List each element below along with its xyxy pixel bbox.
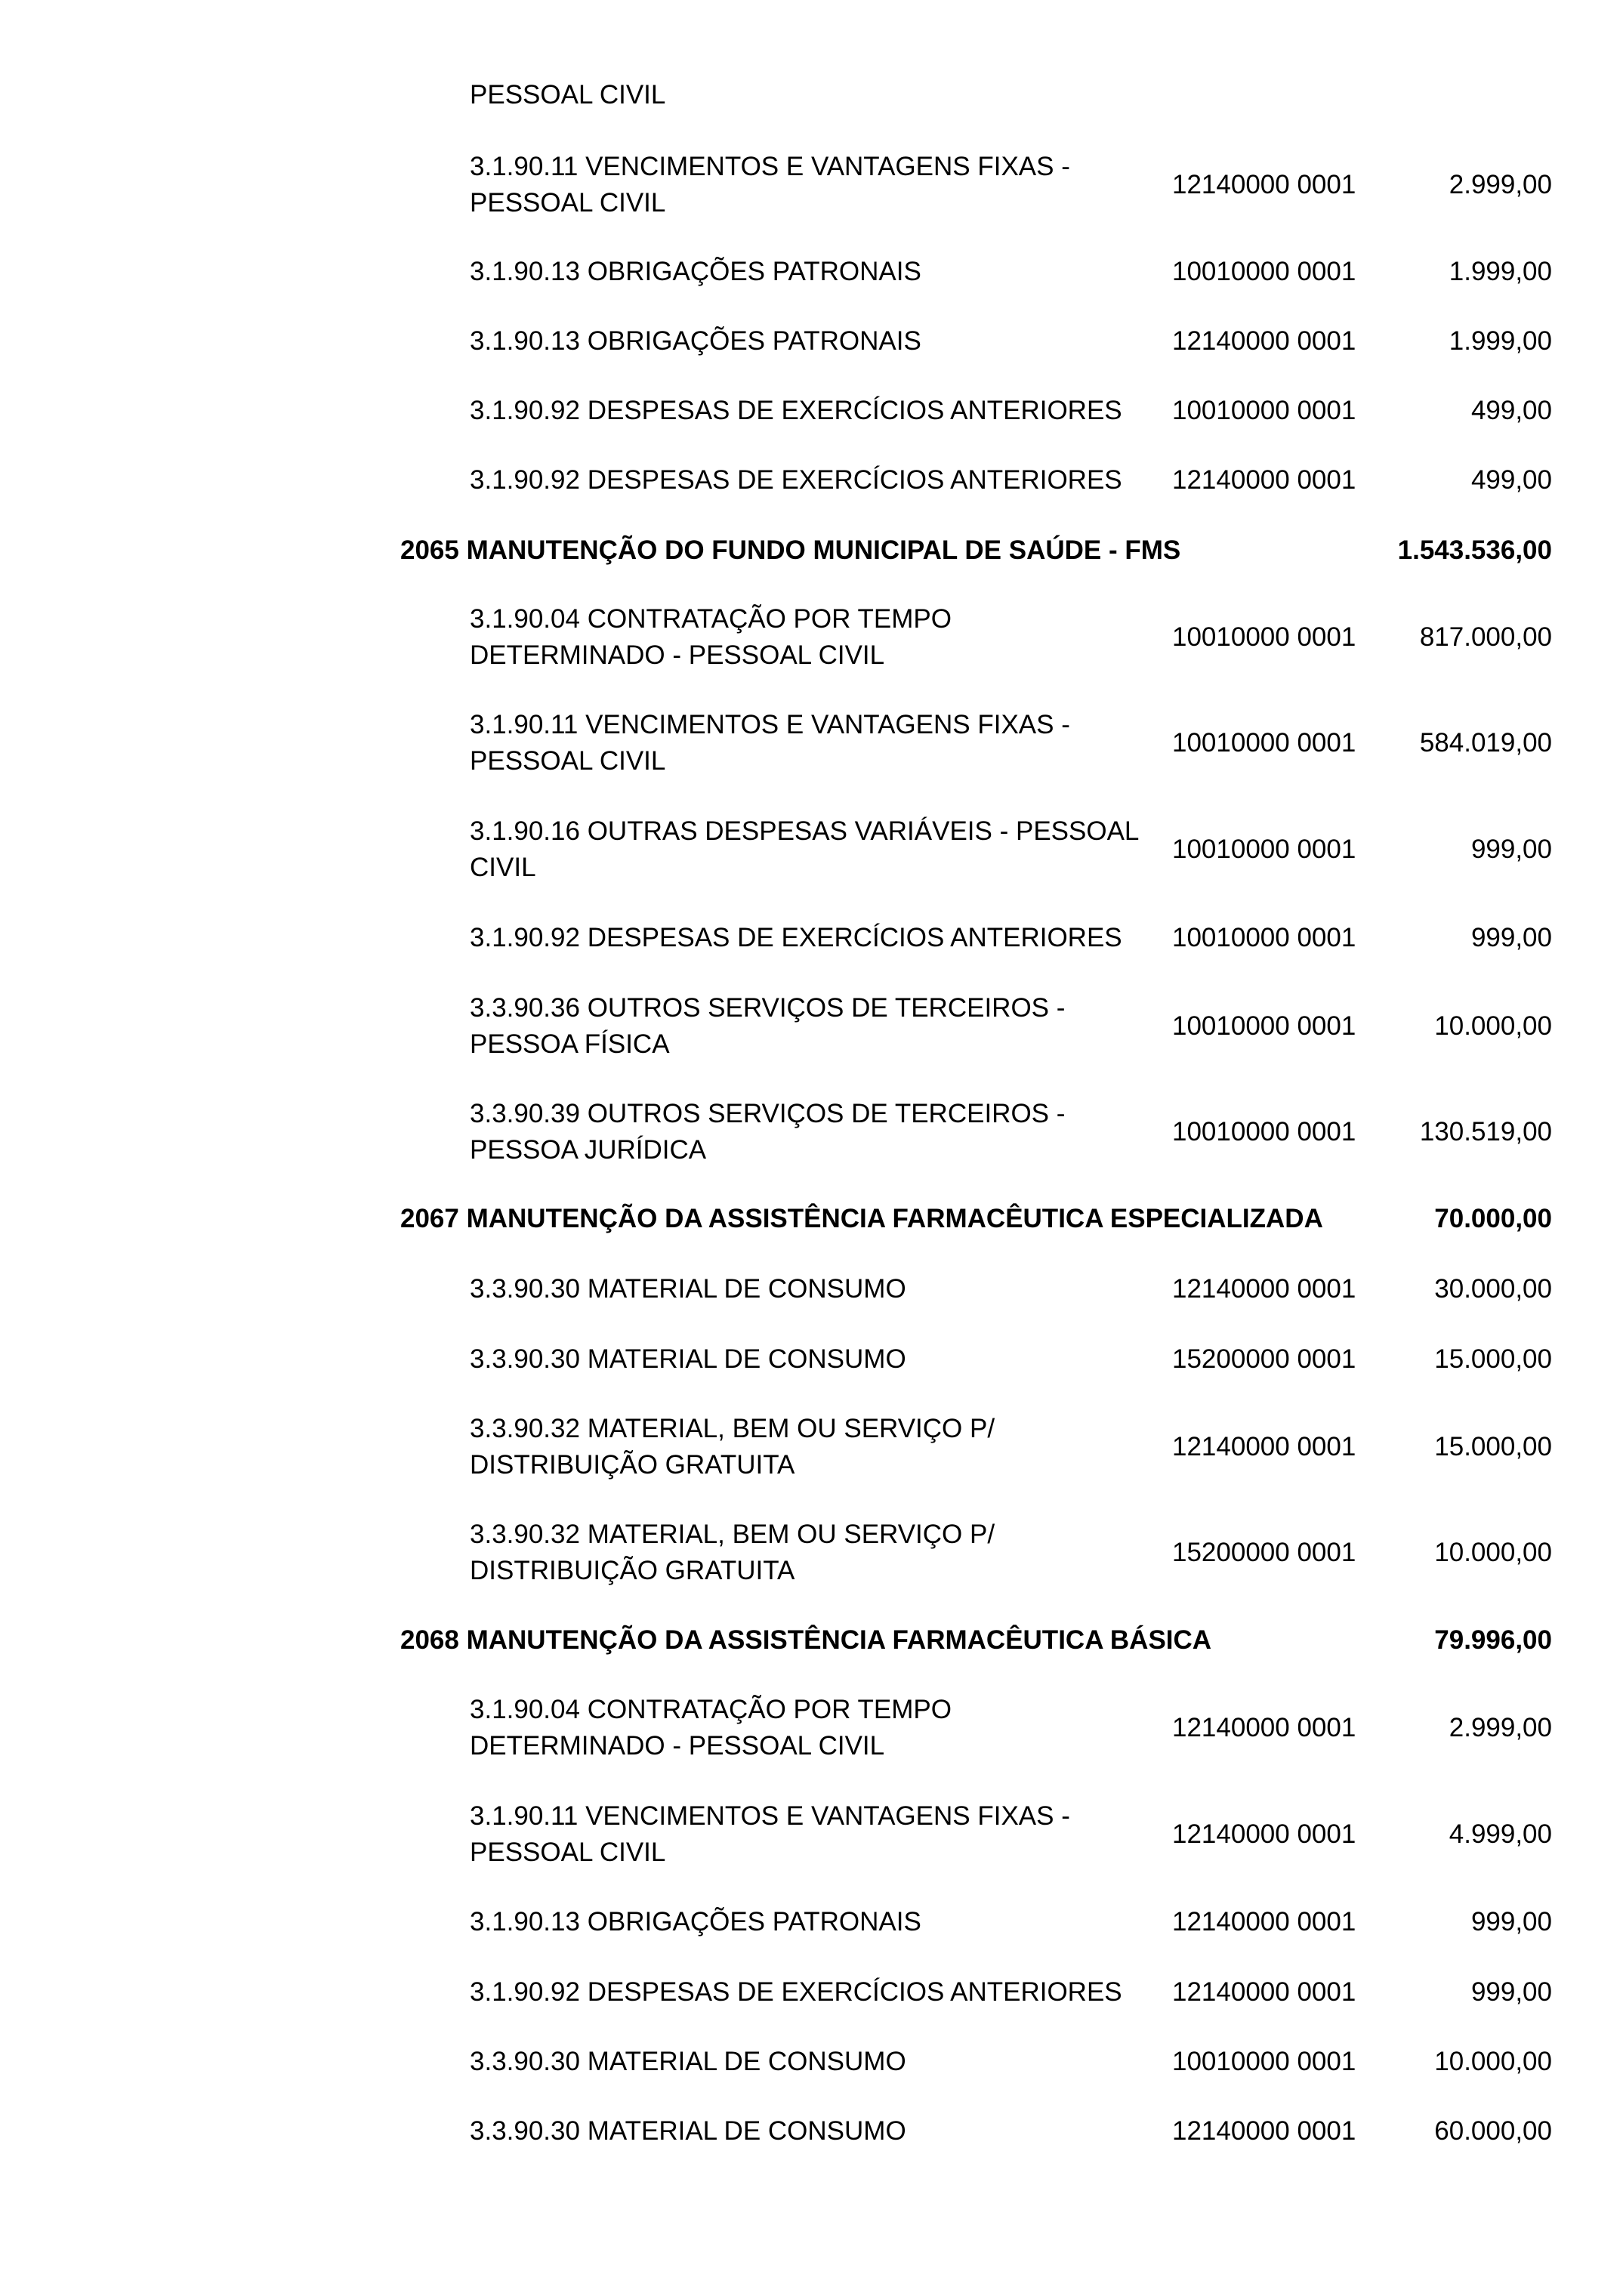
line-source-code: 12140000 0001 <box>1172 1432 1356 1461</box>
line-amount: 10.000,00 <box>1434 2047 1552 2076</box>
line-amount: 999,00 <box>1470 923 1552 952</box>
line-description: 3.3.90.32 MATERIAL, BEM OU SERVIÇO P/ DISTRIBUIÇÃO GRATUITA <box>470 1520 995 1585</box>
line-amount: 30.000,00 <box>1434 1274 1552 1304</box>
line-description: 3.1.90.11 VENCIMENTOS E VANTAGENS FIXAS - PESSOAL CIVIL <box>470 152 1070 218</box>
action-title: 2067 MANUTENÇÃO DA ASSISTÊNCIA FARMACÊUTICA ESPECIALIZADA <box>400 1204 1323 1233</box>
line-amount: 130.519,00 <box>1419 1117 1552 1146</box>
line-source-code: 12140000 0001 <box>1172 465 1356 495</box>
action-total: 79.996,00 <box>1434 1625 1552 1655</box>
line-source-code: 10010000 0001 <box>1172 835 1356 864</box>
line-amount: 584.019,00 <box>1419 728 1552 758</box>
line-source-code: 10010000 0001 <box>1172 1011 1356 1041</box>
line-source-code: 12140000 0001 <box>1172 1977 1356 2007</box>
line-amount: 817.000,00 <box>1419 622 1552 652</box>
line-source-code: 10010000 0001 <box>1172 622 1356 652</box>
line-description: 3.1.90.11 VENCIMENTOS E VANTAGENS FIXAS - PESSOAL CIVIL <box>470 1801 1070 1867</box>
line-amount: 2.999,00 <box>1449 170 1552 199</box>
line-source-code: 10010000 0001 <box>1172 923 1356 952</box>
line-description: 3.1.90.13 OBRIGAÇÕES PATRONAIS <box>470 257 921 286</box>
line-amount: 999,00 <box>1470 835 1552 864</box>
line-source-code: 12140000 0001 <box>1172 170 1356 199</box>
action-title: 2068 MANUTENÇÃO DA ASSISTÊNCIA FARMACÊUTICA BÁSICA <box>400 1625 1212 1655</box>
line-description: 3.1.90.11 VENCIMENTOS E VANTAGENS FIXAS - PESSOAL CIVIL <box>470 710 1070 776</box>
line-description: 3.1.90.13 OBRIGAÇÕES PATRONAIS <box>470 1907 921 1936</box>
line-description: 3.1.90.92 DESPESAS DE EXERCÍCIOS ANTERIORES <box>470 923 1122 952</box>
action-total: 1.543.536,00 <box>1397 535 1552 565</box>
line-source-code: 10010000 0001 <box>1172 2047 1356 2076</box>
line-source-code: 12140000 0001 <box>1172 2116 1356 2146</box>
line-amount: 499,00 <box>1470 465 1552 495</box>
line-description: 3.3.90.30 MATERIAL DE CONSUMO <box>470 1274 906 1304</box>
line-source-code: 10010000 0001 <box>1172 728 1356 758</box>
line-source-code: 12140000 0001 <box>1172 1274 1356 1304</box>
line-description: 3.1.90.13 OBRIGAÇÕES PATRONAIS <box>470 326 921 356</box>
line-amount: 999,00 <box>1470 1977 1552 2007</box>
line-description: PESSOAL CIVIL <box>470 80 666 110</box>
line-source-code: 12140000 0001 <box>1172 1819 1356 1849</box>
line-description: 3.3.90.30 MATERIAL DE CONSUMO <box>470 2116 906 2146</box>
line-amount: 15.000,00 <box>1434 1432 1552 1461</box>
line-amount: 499,00 <box>1470 396 1552 425</box>
line-description: 3.3.90.39 OUTROS SERVIÇOS DE TERCEIROS - PESSOA JURÍDICA <box>470 1099 1066 1165</box>
line-description: 3.1.90.92 DESPESAS DE EXERCÍCIOS ANTERIORES <box>470 396 1122 425</box>
line-source-code: 15200000 0001 <box>1172 1538 1356 1567</box>
line-description: 3.1.90.04 CONTRATAÇÃO POR TEMPO DETERMINADO - PESSOAL CIVIL <box>470 1695 952 1761</box>
line-amount: 60.000,00 <box>1434 2116 1552 2146</box>
line-description: 3.1.90.92 DESPESAS DE EXERCÍCIOS ANTERIORES <box>470 1977 1122 2007</box>
line-description: 3.3.90.30 MATERIAL DE CONSUMO <box>470 1344 906 1374</box>
line-description: 3.3.90.30 MATERIAL DE CONSUMO <box>470 2047 906 2076</box>
line-amount: 1.999,00 <box>1449 326 1552 356</box>
line-source-code: 10010000 0001 <box>1172 396 1356 425</box>
line-amount: 10.000,00 <box>1434 1538 1552 1567</box>
line-amount: 10.000,00 <box>1434 1011 1552 1041</box>
action-title: 2065 MANUTENÇÃO DO FUNDO MUNICIPAL DE SAÚDE - FMS <box>400 535 1181 565</box>
line-description: 3.1.90.92 DESPESAS DE EXERCÍCIOS ANTERIORES <box>470 465 1122 495</box>
line-source-code: 12140000 0001 <box>1172 1713 1356 1742</box>
line-amount: 15.000,00 <box>1434 1344 1552 1374</box>
line-amount: 2.999,00 <box>1449 1713 1552 1742</box>
line-description: 3.1.90.04 CONTRATAÇÃO POR TEMPO DETERMINADO - PESSOAL CIVIL <box>470 604 952 670</box>
line-source-code: 12140000 0001 <box>1172 1907 1356 1936</box>
line-source-code: 10010000 0001 <box>1172 1117 1356 1146</box>
line-description: 3.1.90.16 OUTRAS DESPESAS VARIÁVEIS - PESSOAL CIVIL <box>470 816 1140 882</box>
action-total: 70.000,00 <box>1434 1204 1552 1233</box>
line-amount: 4.999,00 <box>1449 1819 1552 1849</box>
line-description: 3.3.90.32 MATERIAL, BEM OU SERVIÇO P/ DISTRIBUIÇÃO GRATUITA <box>470 1414 995 1480</box>
line-description: 3.3.90.36 OUTROS SERVIÇOS DE TERCEIROS - PESSOA FÍSICA <box>470 993 1066 1059</box>
line-amount: 999,00 <box>1470 1907 1552 1936</box>
line-source-code: 15200000 0001 <box>1172 1344 1356 1374</box>
line-source-code: 10010000 0001 <box>1172 257 1356 286</box>
line-amount: 1.999,00 <box>1449 257 1552 286</box>
line-source-code: 12140000 0001 <box>1172 326 1356 356</box>
